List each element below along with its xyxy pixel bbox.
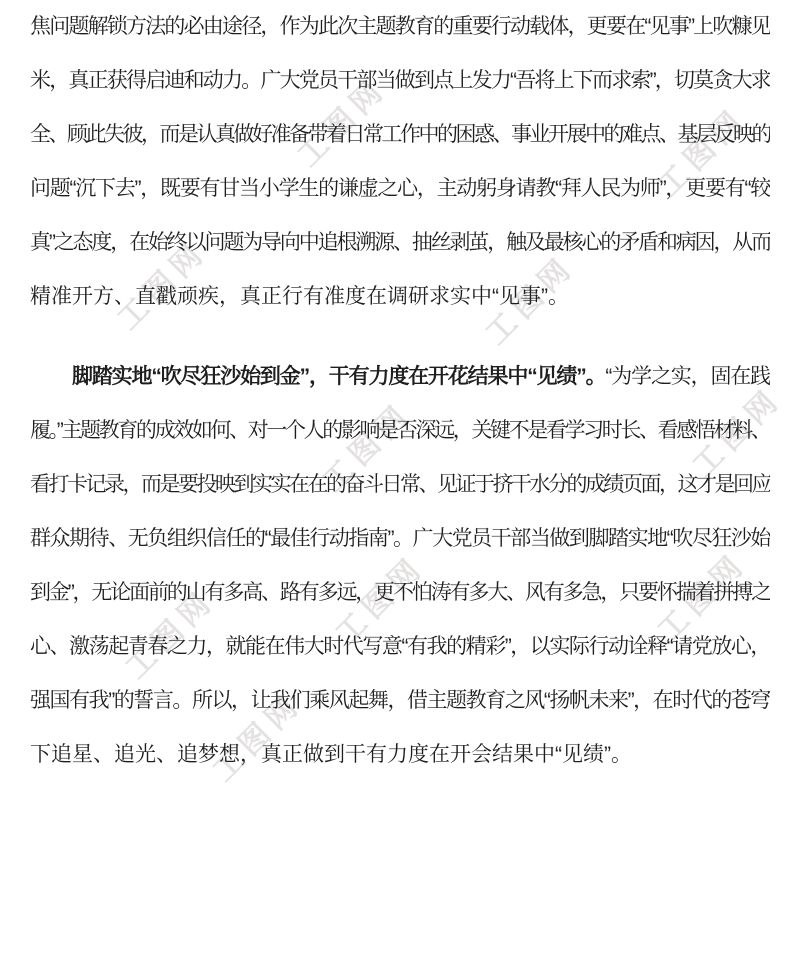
text-run: 焦问题解锁方法的必由途径，作为此次主题教育的重要行动载体，更要在“见事”上吹糠见 (30, 15, 770, 38)
text-run: 精准开方、直戳顽疾，真正行有准度在调研求实中“见事”。 (30, 285, 569, 308)
text-run: 心、激荡起青春之力，就能在伟大时代写意“有我的精彩”，以实际行动诠释“请党放心， (30, 635, 770, 658)
text-run: 真”之态度，在始终以问题为导向中追根溯源、抽丝剥茧，触及最核心的矛盾和病因，从而 (30, 231, 770, 254)
text-run: 脚踏实地“吹尽狂沙始到金”，干有力度在开花结果中“见绩”。 (72, 365, 606, 388)
text-run: 看打卡记录，而是要投映到实实在在的奋斗日常、见证于挤干水分的成绩页面，这才是回应 (30, 473, 770, 496)
text-line (30, 0, 770, 54)
text-line (30, 162, 770, 216)
text-line (30, 512, 770, 566)
text-line (30, 566, 770, 620)
paragraph (30, 350, 770, 782)
text-run: 履。”主题教育的成效如何、对一个人的影响是否深远，关键不是看学习时长、看感悟材料、 (30, 419, 770, 442)
watermark-text: 工图网 (206, 686, 309, 789)
text-line (30, 270, 770, 324)
text-line (30, 108, 770, 162)
watermark-text: 工图网 (651, 546, 754, 649)
text-run: 全、顾此失彼，而是认真做好准备带着日常工作中的困惑、事业开展中的难点、基层反映的 (30, 123, 770, 146)
text-run: 群众期待、无负组织信任的“最佳行动指南”。广大党员干部当做到脚踏实地“吹尽狂沙始 (30, 527, 770, 550)
text-run: 下追星、追光、追梦想，真正做到干有力度在开会结果中“见绩”。 (30, 743, 632, 766)
text-line (30, 728, 770, 782)
watermark-text: 工图网 (479, 249, 582, 352)
watermark-text: 工图网 (651, 101, 754, 204)
text-line (30, 674, 770, 728)
watermark-text: 工图网 (316, 396, 419, 499)
text-line (30, 458, 770, 512)
watermark-text: 工图网 (291, 71, 394, 174)
text-line (30, 404, 770, 458)
text-run: 强国有我”的誓言。所以，让我们乘风起舞，借主题教育之风“扬帆未来”，在时代的苍穹 (30, 689, 770, 712)
text-line (30, 350, 770, 404)
watermark-text: 工图网 (119, 583, 222, 686)
text-line (30, 54, 770, 108)
text-run: 米，真正获得启迪和动力。广大党员干部当做到点上发力“吾将上下而求索”，切莫贪大求 (30, 69, 770, 92)
text-run: 问题“沉下去”，既要有甘当小学生的谦虚之心，主动躬身请教“拜人民为师”，更要有“较 (30, 177, 770, 200)
text-line (30, 216, 770, 270)
watermark-text: 工图网 (329, 549, 432, 652)
text-run: “为学之实，固在践 (605, 365, 770, 388)
watermark-text: 工图网 (686, 381, 789, 484)
watermark-text: 工图网 (111, 234, 214, 337)
text-run: 到金”，无论面前的山有多高、路有多远，更不怕涛有多大、风有多急，只要怀揣着拼搏之 (30, 581, 770, 604)
text-line (30, 620, 770, 674)
paragraph (30, 0, 770, 324)
